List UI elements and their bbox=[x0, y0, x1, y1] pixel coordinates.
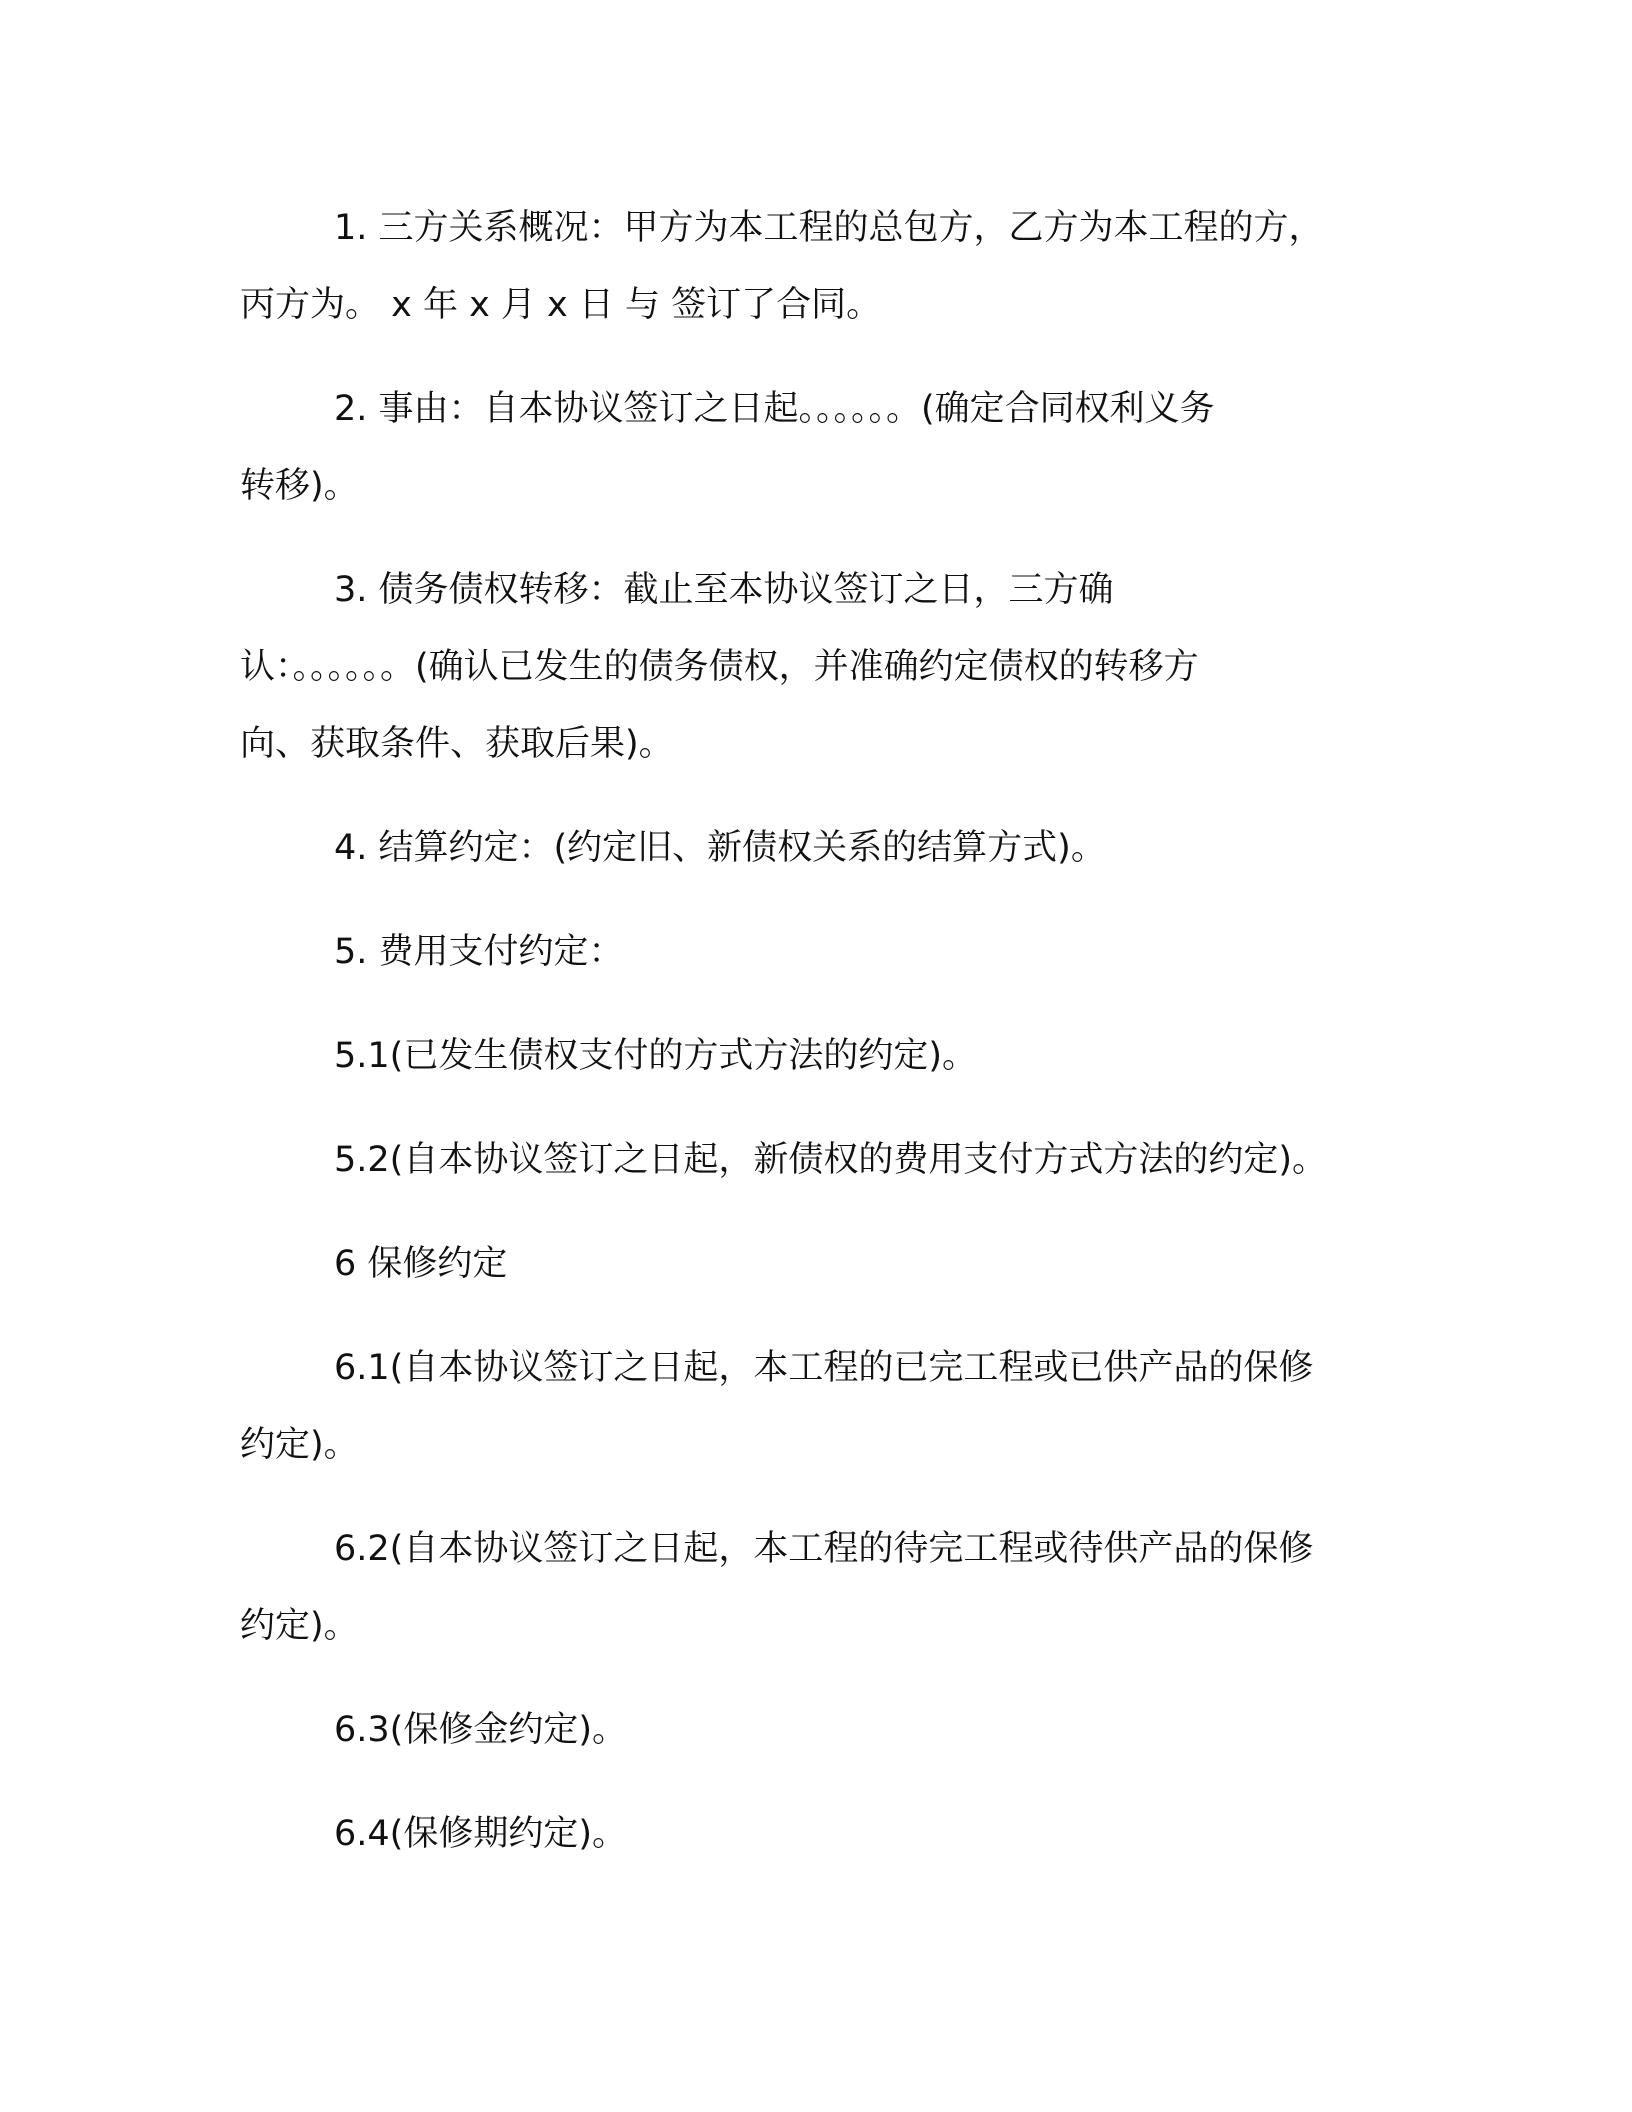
clause-6-1-line-1: 6.1(自本协议签订之日起，本工程的已完工程或已供产品的保修 bbox=[334, 1348, 1314, 1388]
clause-2-line-2: 转移)。 bbox=[240, 466, 359, 506]
clause-1-line-1: 1. 三方关系概况：甲方为本工程的总包方，乙方为本工程的方， bbox=[334, 208, 1324, 248]
clause-6-3-paragraph bbox=[240, 1692, 1370, 1769]
clause-6-2-line-2: 约定)。 bbox=[240, 1606, 359, 1646]
clause-5-1-line-1: 5.1(已发生债权支付的方式方法的约定)。 bbox=[334, 1036, 977, 1076]
clause-5-2-line-1: 5.2(自本协议签订之日起，新债权的费用支付方式方法的约定)。 bbox=[334, 1140, 1327, 1180]
clause-3-line-2: 认：。。。。。。(确认已发生的债务债权，并准确约定债权的转移方 bbox=[240, 647, 1199, 687]
clause-5-2-paragraph bbox=[240, 1122, 1370, 1199]
document-body bbox=[240, 190, 1370, 1900]
clause-3-line-1: 3. 债务债权转移：截止至本协议签订之日，三方确 bbox=[334, 570, 1114, 610]
clause-6-2-line-1: 6.2(自本协议签订之日起，本工程的待完工程或待供产品的保修 bbox=[334, 1529, 1314, 1569]
clause-6-4-paragraph bbox=[240, 1796, 1370, 1873]
clause-6-1-paragraph bbox=[240, 1330, 1370, 1484]
clause-6-4-line-1: 6.4(保修期约定)。 bbox=[334, 1814, 627, 1854]
clause-1-line-2: 丙方为。 x 年 x 月 x 日 与 签订了合同。 bbox=[240, 285, 882, 325]
clause-4-paragraph bbox=[240, 810, 1370, 887]
clause-5-heading bbox=[240, 914, 1370, 991]
clause-2-paragraph bbox=[240, 371, 1370, 525]
clause-6-3-line-1: 6.3(保修金约定)。 bbox=[334, 1710, 627, 1750]
clause-6-1-line-2: 约定)。 bbox=[240, 1425, 359, 1465]
clause-5-line-1: 5. 费用支付约定： bbox=[334, 932, 624, 972]
clause-1-paragraph bbox=[240, 190, 1370, 344]
clause-3-paragraph bbox=[240, 552, 1370, 783]
clause-6-line-1: 6 保修约定 bbox=[334, 1244, 508, 1284]
clause-4-line-1: 4. 结算约定：(约定旧、新债权关系的结算方式)。 bbox=[334, 828, 1106, 868]
clause-2-line-1: 2. 事由：自本协议签订之日起。。。。。。(确定合同权利义务 bbox=[334, 389, 1215, 429]
clause-3-line-3: 向、获取条件、获取后果)。 bbox=[240, 724, 674, 764]
clause-6-heading bbox=[240, 1226, 1370, 1303]
clause-6-2-paragraph bbox=[240, 1511, 1370, 1665]
clause-5-1-paragraph bbox=[240, 1018, 1370, 1095]
